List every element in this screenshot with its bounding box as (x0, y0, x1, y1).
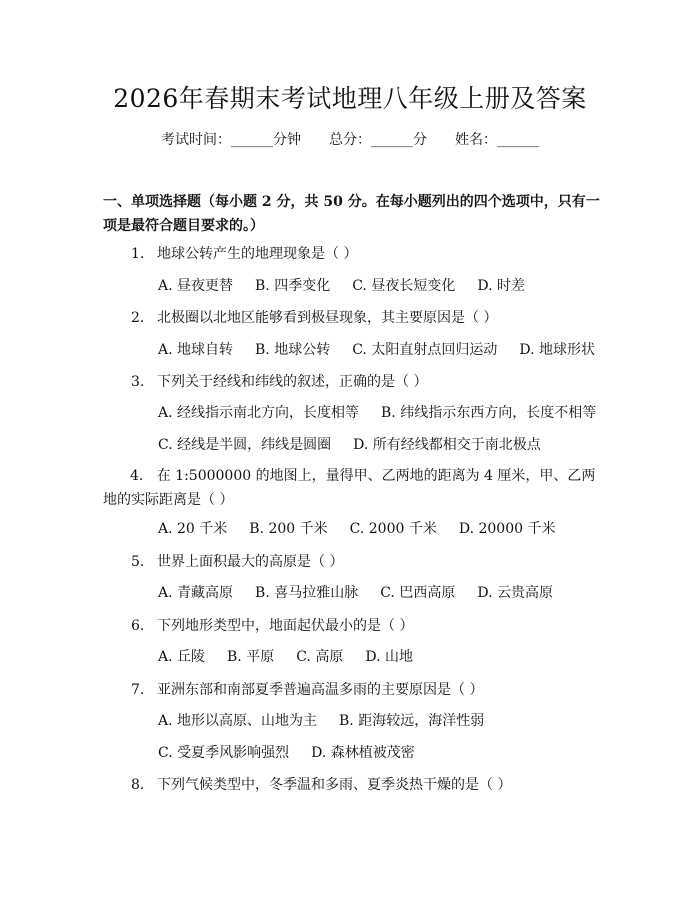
question-4-options (158, 519, 577, 539)
question-2-options (158, 340, 617, 360)
question-number: 6. (131, 618, 145, 634)
option-c: C. 高原 (296, 649, 344, 665)
option-c: C. 太阳直射点回归运动 (352, 342, 498, 358)
question-text: 亚洲东部和南部夏季普遍高温多雨的主要原因是（ ） (157, 682, 484, 698)
question-3-options-row2 (158, 435, 563, 455)
option-d: D. 所有经线都相交于南北极点 (353, 437, 541, 453)
question-6 (131, 614, 413, 638)
question-3 (131, 370, 427, 394)
option-b: B. 纬线指示东西方向，长度不相等 (381, 405, 597, 421)
question-4 (103, 464, 603, 512)
option-d: D. 时差 (477, 278, 525, 294)
question-number: 3. (131, 374, 145, 390)
question-8 (131, 773, 511, 797)
option-b: B. 距海较远，海洋性弱 (339, 713, 485, 729)
question-text: 下列关于经线和纬线的叙述，正确的是（ ） (157, 374, 428, 390)
option-c: C. 经线是半圆，纬线是圆圈 (158, 437, 332, 453)
option-a: A. 20 千米 (158, 521, 228, 537)
option-d: D. 20000 千米 (458, 521, 556, 537)
option-c: C. 2000 千米 (349, 521, 437, 537)
question-7 (131, 678, 483, 702)
option-d: D. 山地 (365, 649, 413, 665)
option-b: B. 200 千米 (249, 521, 328, 537)
question-number: 5. (131, 554, 145, 570)
question-text: 世界上面积最大的高原是（ ） (157, 554, 344, 570)
option-a: A. 经线指示南北方向，长度相等 (158, 405, 360, 421)
option-a: A. 地球自转 (158, 342, 234, 358)
question-5 (131, 550, 343, 574)
question-7-options-row1 (158, 711, 506, 731)
question-7-options-row2 (158, 743, 437, 763)
question-number: 4. (130, 468, 144, 484)
exam-info (0, 130, 700, 150)
question-number: 1. (131, 246, 145, 262)
option-c: C. 受夏季风影响强烈 (158, 745, 290, 761)
question-1-options (158, 276, 547, 296)
question-number: 7. (131, 682, 145, 698)
question-5-options (158, 583, 575, 603)
question-3-options-row1 (158, 403, 618, 423)
section-heading: 一、单项选择题（每小题 2 分，共 50 分。在每小题列出的四个选项中，只有一项是最符合题目要求的。） (103, 194, 600, 234)
option-a: A. 丘陵 (158, 649, 206, 665)
student-name: 姓名：______ (455, 132, 539, 148)
option-a: A. 地形以高原、山地为主 (158, 713, 318, 729)
question-text: 北极圈以北地区能够看到极昼现象，其主要原因是（ ） (157, 310, 498, 326)
option-d: D. 森林植被茂密 (311, 745, 415, 761)
question-1 (131, 242, 357, 266)
question-number: 8. (131, 777, 145, 793)
question-text: 地球公转产生的地理现象是（ ） (157, 246, 358, 262)
option-d: D. 云贵高原 (477, 585, 553, 601)
page-title: 2026年春期末考试地理八年级上册及答案 (113, 84, 587, 113)
option-a: A. 青藏高原 (158, 585, 234, 601)
option-b: B. 平原 (227, 649, 275, 665)
option-b: B. 地球公转 (255, 342, 331, 358)
option-c: C. 巴西高原 (380, 585, 456, 601)
option-a: A. 昼夜更替 (158, 278, 234, 294)
question-text: 下列地形类型中，地面起伏最小的是（ ） (157, 618, 414, 634)
option-b: B. 喜马拉雅山脉 (255, 585, 359, 601)
option-b: B. 四季变化 (255, 278, 331, 294)
total-score: 总分：______分 (329, 132, 427, 148)
question-6-options (158, 647, 435, 667)
question-2 (131, 306, 497, 330)
option-d: D. 地球形状 (519, 342, 595, 358)
option-c: C. 昼夜长短变化 (352, 278, 456, 294)
question-number: 2. (131, 310, 145, 326)
question-text: 下列气候类型中，冬季温和多雨、夏季炎热干燥的是（ ） (157, 777, 512, 793)
exam-time: 考试时间：______分钟 (161, 132, 301, 148)
question-text: 在 1:5000000 的地图上，量得甲、乙两地的距离为 4 厘米，甲、乙两地的实际距离是（ ） (103, 468, 596, 508)
